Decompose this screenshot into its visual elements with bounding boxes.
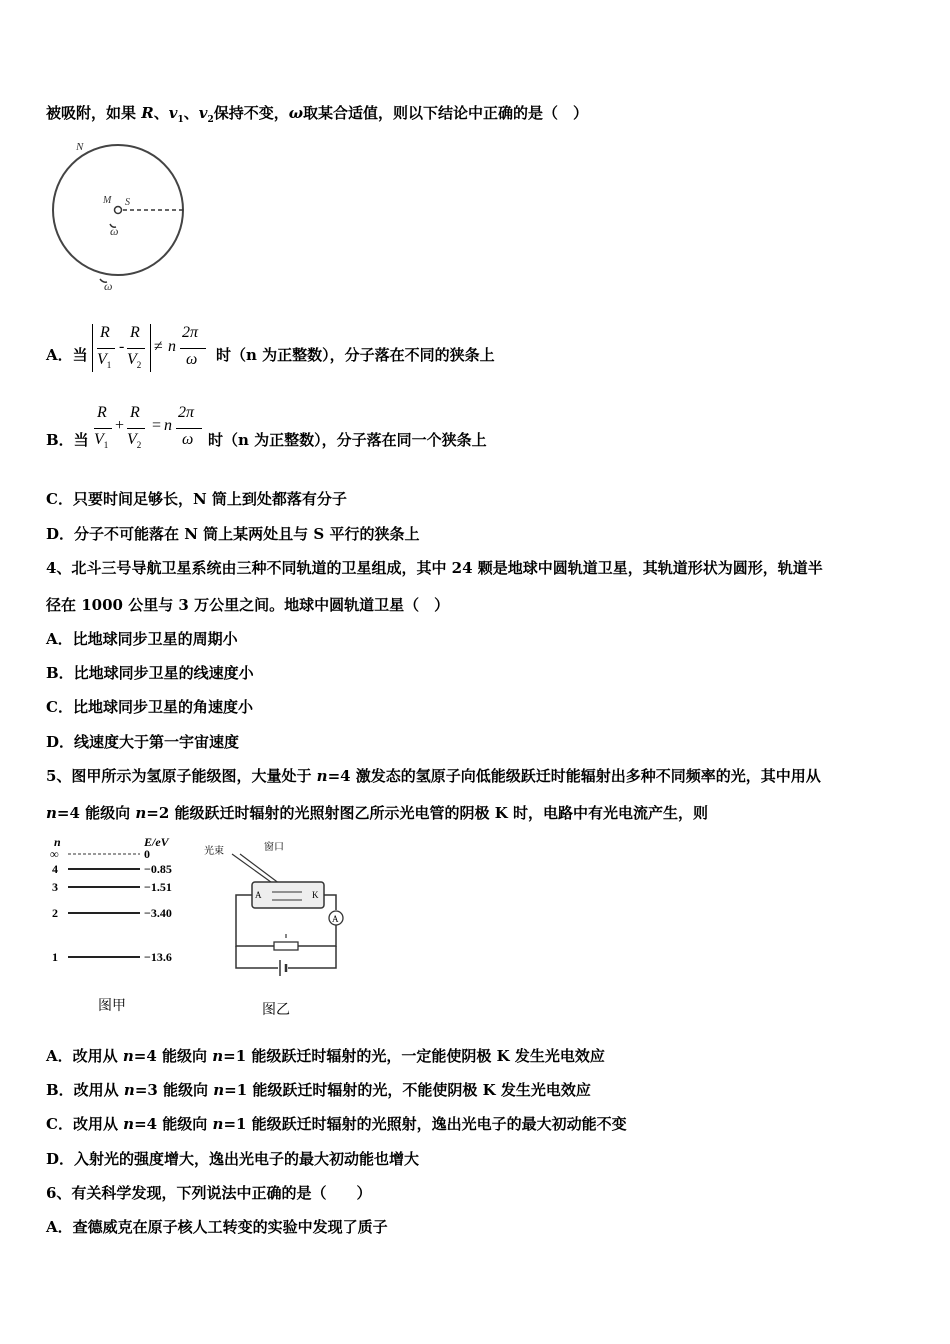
q4-stem-line1: 4、北斗三号导航卫星系统由三种不同轨道的卫星组成，其中 24 颗是地球中圆轨道卫星，其轨道形状为圆形，轨道半 — [46, 559, 823, 577]
rheostat — [274, 942, 298, 950]
outer-circle-N — [53, 145, 183, 275]
label-window: 窗口 — [264, 842, 284, 853]
q5-option-d: D．入射光的强度增大，逸出光电子的最大初动能也增大 — [46, 1150, 420, 1168]
ammeter-label: A — [332, 914, 339, 924]
level-n-4: 4 — [52, 862, 58, 876]
q5-stem-line1: 5、图甲所示为氢原子能级图，大量处于 n=4 激发态的氢原子向低能级跃迁时能辐射出多种不同频率的光，其中用从 — [46, 767, 821, 785]
level-n-3: 3 — [52, 880, 58, 894]
q3-option-a-label: A．当 — [46, 346, 88, 364]
q5-option-a: A．改用从 n=4 能级向 n=1 能级跃迁时辐射的光，一定能使阴极 K 发生光电效应 — [46, 1047, 605, 1065]
caption-jia: 图甲 — [98, 999, 126, 1014]
q5-option-b: B．改用从 n=3 能级向 n=1 能级跃迁时辐射的光，不能使阴极 K 发生光电效应 — [46, 1081, 591, 1099]
q6-option-a: A．查德威克在原子核人工转变的实验中发现了质子 — [46, 1218, 388, 1236]
q3-option-b-label: B．当 — [46, 431, 89, 449]
center-cylinder-M — [115, 207, 122, 214]
label-S: S — [125, 197, 130, 208]
q4-option-b: B．比地球同步卫星的线速度小 — [46, 664, 254, 682]
omega-center: ω — [110, 224, 119, 238]
label-light-beam: 光束 — [204, 846, 224, 857]
label-cathode: K — [312, 890, 319, 900]
q4-stem-line2: 径在 1000 公里与 3 万公里之间。地球中圆轨道卫星（ ） — [46, 596, 450, 614]
level-e-1: −13.6 — [144, 950, 172, 964]
q3-option-b-text: 时（n 为正整数），分子落在同一个狭条上 — [208, 431, 487, 449]
photocell-circuit — [202, 838, 352, 1018]
caption-yi: 图乙 — [262, 1003, 290, 1018]
level-n-inf: ∞ — [50, 847, 59, 861]
omega-outer: ω — [104, 279, 113, 293]
q4-option-d: D．线速度大于第一宇宙速度 — [46, 733, 240, 751]
q4-option-c: C．比地球同步卫星的角速度小 — [46, 698, 253, 716]
q3-option-c: C．只要时间足够长，N 筒上到处都落有分子 — [46, 490, 347, 508]
q3-b-formula: R $V_1$ + R $V_2$ = n 2π ω — [92, 404, 212, 456]
label-M: M — [103, 195, 112, 206]
level-e-inf: 0 — [144, 847, 150, 861]
q4-option-a: A．比地球同步卫星的周期小 — [46, 630, 238, 648]
level-e-2: −3.40 — [144, 906, 172, 920]
q5-stem-line2: n=4 能级向 n=2 能级跃迁时辐射的光照射图乙所示光电管的阴极 K 时，电路中有光电流产生，则 — [46, 804, 708, 822]
label-N: N — [76, 141, 84, 153]
level-e-4: −0.85 — [144, 862, 172, 876]
q6-stem: 6、有关科学发现，下列说法中正确的是（ ） — [46, 1184, 372, 1202]
n-header: n — [54, 835, 61, 849]
intro-line: 被吸附，如果 R、$v_1$、$v_2$保持不变，ω取某合适值，则以下结论中正确的是（ ） — [46, 104, 589, 125]
level-n-1: 1 — [52, 950, 58, 964]
q3-option-a-text: 时（n 为正整数），分子落在不同的狭条上 — [216, 346, 495, 364]
q3-option-d: D．分子不可能落在 N 筒上某两处且与 S 平行的狭条上 — [46, 525, 420, 543]
energy-level-diagram — [46, 834, 196, 1014]
e-header: E/eV — [144, 835, 169, 849]
q5-option-c: C．改用从 n=4 能级向 n=1 能级跃迁时辐射的光照射，逸出光电子的最大初动能不变 — [46, 1115, 627, 1133]
cylinder-figure — [48, 138, 198, 298]
label-anode: A — [255, 890, 262, 900]
level-n-2: 2 — [52, 906, 58, 920]
q3-a-formula: R $V_1$ - R $V_2$ ≠ n 2π ω — [92, 322, 217, 374]
level-e-3: −1.51 — [144, 880, 172, 894]
